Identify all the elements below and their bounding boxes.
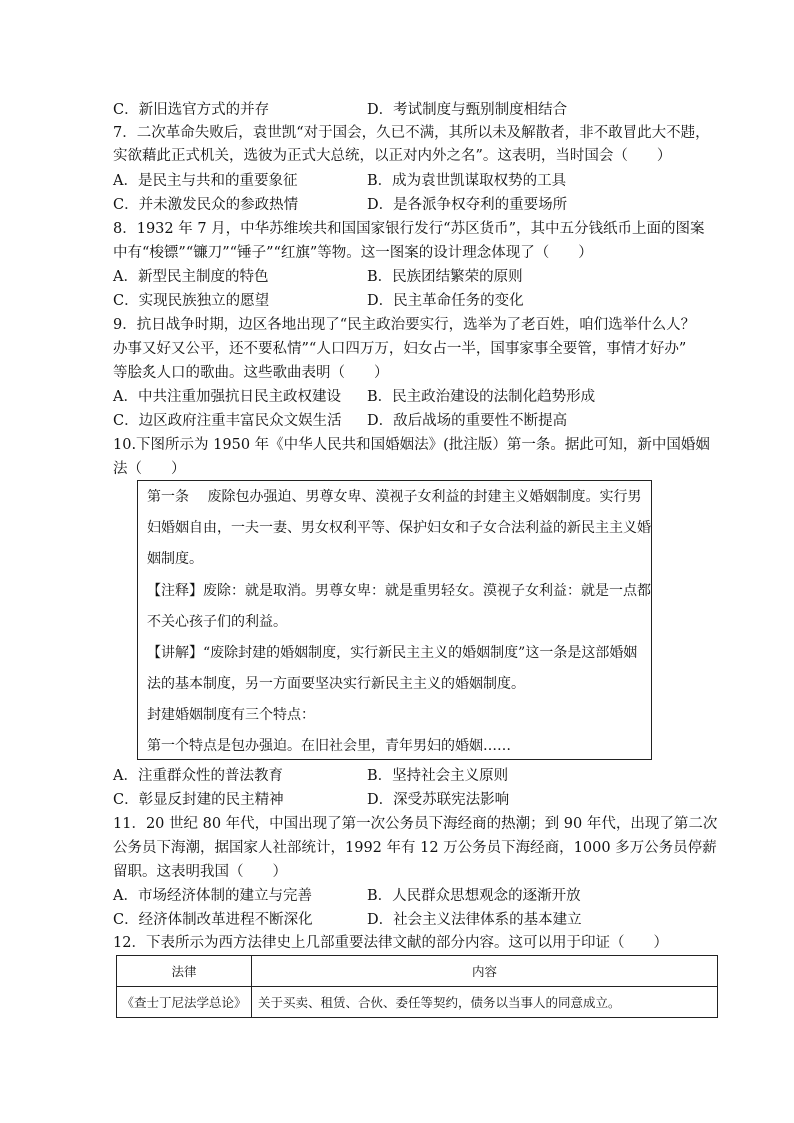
q11-stem-line-3: 留职。这表明我国（ ） [113, 864, 287, 880]
table-header-row [117, 956, 718, 987]
q10-option-a: A．注重群众性的普法教育 [113, 768, 283, 784]
excerpt-line: 第一条 废除包办强迫、男尊女卑、漠视子女利益的封建主义婚姻制度。实行男 [147, 489, 642, 505]
q9-option-d: D．敌后战场的重要性不断提高 [367, 413, 568, 429]
table-row [117, 987, 718, 1018]
excerpt-line: 姻制度。 [147, 551, 203, 567]
table-cell-content: 关于买卖、租赁、合伙、委任等契约，债务以当事人的同意成立。 [252, 987, 718, 1018]
q10-stem-line-2: 法（ ） [113, 461, 186, 477]
q7-option-c: C．并未激发民众的参政热情 [113, 197, 299, 213]
excerpt-line: 【讲解】“废除封建的婚姻制度，实行新民主主义的婚姻制度”这一条是这部婚姻 [147, 645, 638, 661]
q12-stem-line: 12．下表所示为西方法律史上几部重要法律文献的部分内容。这可以用于印证（ ） [113, 935, 668, 951]
q7-stem-line-2: 实欲藉此正式机关，选彼为正式大总统，以正对内外之名”。这表明，当时国会（ ） [113, 148, 672, 164]
q11-option-b: B．人民群众思想观念的逐渐开放 [367, 888, 581, 904]
q11-stem-line-2: 公务员下海潮，据国家人社部统计，1992 年有 12 万公务员下海经商，1000 多万公务员停薪 [113, 840, 717, 856]
q9-option-c: C．边区政府注重丰富民众文娱生活 [113, 413, 342, 429]
q9-stem-line-2: 办事又好又公平，还不要私情”“人口四万万，妇女占一半，国事家事全要管，事情才好办” [113, 341, 687, 357]
q8-option-d: D．民主革命任务的变化 [367, 293, 524, 309]
q9-stem-line-3: 等脍炙人口的歌曲。这些歌曲表明（ ） [113, 365, 389, 381]
q6-option-d: D．考试制度与甄别制度相结合 [367, 102, 568, 118]
q8-option-b: B．民族团结繁荣的原则 [367, 269, 523, 285]
q7-option-b: B．成为袁世凯谋取权势的工具 [367, 173, 567, 189]
q10-option-c: C．彰显反封建的民主精神 [113, 792, 284, 808]
excerpt-line: 【注释】废除：就是取消。男尊女卑：就是重男轻女。漠视子女利益：就是一点都 [147, 583, 651, 599]
q7-option-a: A．是民主与共和的重要象征 [113, 173, 298, 189]
q11-option-d: D．社会主义法律体系的基本建立 [367, 912, 582, 928]
q7-option-d: D．是各派争权夺利的重要场所 [367, 197, 568, 213]
q11-stem-line-1: 11．20 世纪 80 年代，中国出现了第一次公务员下海经商的热潮；到 90 年代，出现了第二次 [113, 816, 718, 832]
q8-stem-line-1: 8．1932 年 7 月，中华苏维埃共和国国家银行发行“苏区货币”，其中五分钱纸币上面的图案 [113, 221, 705, 237]
q10-option-d: D．深受苏联宪法影响 [367, 792, 510, 808]
q10-option-b: B．坚持社会主义原则 [367, 768, 509, 784]
excerpt-line: 不关心孩子们的利益。 [147, 614, 287, 630]
q6-option-c: C．新旧选官方式的并存 [113, 102, 270, 118]
q8-stem-line-2: 中有“梭镖”“镰刀”“锤子”“红旗”等物。这一图案的设计理念体现了（ ） [113, 245, 593, 261]
q11-option-c: C．经济体制改革进程不断深化 [113, 912, 313, 928]
q9-option-a: A．中共注重加强抗日民主政权建设 [113, 389, 341, 405]
marriage-law-excerpt-box [137, 480, 652, 760]
excerpt-line: 妇婚姻自由，一夫一妻、男女权利平等、保护妇女和子女合法利益的新民主主义婚 [147, 520, 651, 536]
q10-stem-line-1: 10.下图所示为 1950 年《中华人民共和国婚姻法》(批注版）第一条。据此可知，新中国婚姻 [113, 437, 710, 453]
law-documents-table [116, 955, 718, 1018]
excerpt-line: 第一个特点是包办强迫。在旧社会里，青年男妇的婚姻…… [147, 738, 511, 754]
q8-option-a: A．新型民主制度的特色 [113, 269, 269, 285]
q7-stem-line-1: 7．二次革命失败后，袁世凯“对于国会，久已不满，其所以未及解散者，非不敢冒此大不韪， [113, 125, 710, 141]
table-cell-law: 《查士丁尼法学总论》 [117, 987, 252, 1018]
excerpt-line: 封建婚姻制度有三个特点： [147, 707, 315, 723]
q11-option-a: A．市场经济体制的建立与完善 [113, 888, 312, 904]
q9-stem-line-1: 9．抗日战争时期，边区各地出现了“民主政治要实行，选举为了老百姓，咱们选举什么人？ [113, 317, 696, 333]
q9-option-b: B．民主政治建设的法制化趋势形成 [367, 389, 596, 405]
excerpt-line: 法的基本制度，另一方面要坚决实行新民主主义的婚姻制度。 [147, 676, 525, 692]
column-header-law: 法律 [117, 956, 252, 987]
q8-option-c: C．实现民族独立的愿望 [113, 293, 270, 309]
column-header-content: 内容 [252, 956, 718, 987]
